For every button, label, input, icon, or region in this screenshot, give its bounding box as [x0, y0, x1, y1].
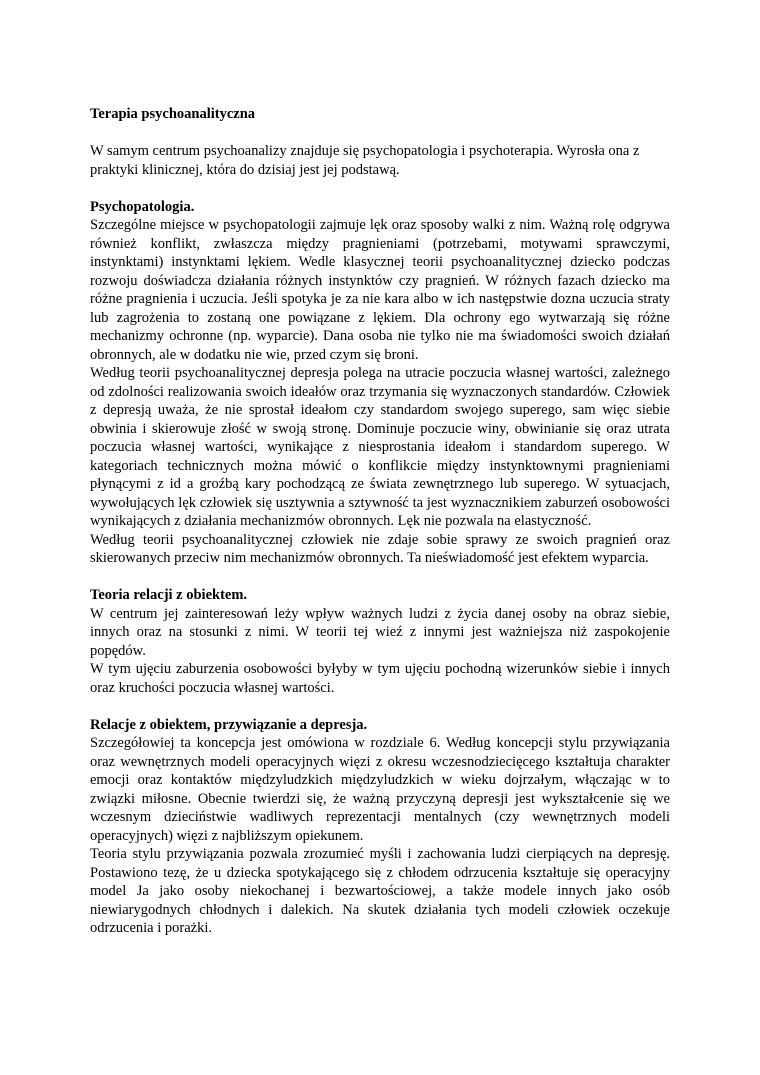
section-teoria-relacji	[90, 586, 670, 697]
paragraph: Według teorii psychoanalitycznej człowiek nie zdaje sobie sprawy ze swoich pragnień oraz skierowanych przeciw nim mechanizmów obronnych. Ta nieświadomość jest efektem wyparcia.	[90, 531, 670, 566]
spacer	[90, 124, 670, 143]
spacer	[90, 697, 670, 716]
section-relacje-przywiazanie	[90, 716, 670, 938]
paragraph: W centrum jej zainteresowań leży wpływ ważnych ludzi z życia danej osoby na obraz siebie, innych oraz na stosunki z nimi. W teorii tej wieź z innymi jest ważniejsza niż zaspokojenie popędów.	[90, 605, 670, 659]
paragraph: Szczegółowiej ta koncepcja jest omówiona w rozdziale 6. Według koncepcji stylu przywiązania oraz wewnętrznych modeli operacyjnych więzi z okresu wczesnodziecięcego kształtuja charakter emocji oraz kontaktów międzyludzkich międzyludzkich w wieku dojrzałym, włączając w to związki miłosne. Obecnie twierdzi się, że ważną przyczyną depresji jest wykształcenie się we wczesnym dzieciństwie wadliwych reprezentacji mentalnych (czy wewnętrznych modeli operacyjnych) więzi z najbliższym opiekunem.	[90, 735, 670, 844]
document-page	[90, 105, 670, 938]
intro-paragraph: W samym centrum psychoanalizy znajduje się psychopatologia i psychoterapia. Wyrosła ona z praktyki klinicznej, która do dzisiaj jest jej podstawą.	[90, 143, 640, 178]
spacer	[90, 568, 670, 587]
section-heading: Psychopatologia.	[90, 198, 195, 215]
spacer	[90, 179, 670, 198]
paragraph: W tym ujęciu zaburzenia osobowości byłyby w tym ujęciu pochodną wizerunków siebie i innych oraz kruchości poczucia własnej wartości.	[90, 661, 670, 696]
paragraph: Według teorii psychoanalitycznej depresja polega na utracie poczucia własnej wartości, zależnego od zdolności realizowania swoich ideałów oraz trzymania się wyznaczonych standardów. Człowiek z depresją uważa, że nie sprostał ideałom czy standardom swojego superego, sam więc siebie obwinia i skierowuje złość w swoją stronę. Dominuje poczucie winy, obwinianie się oraz utrata poczucia własnej wartości, wynikające z niesprostania ideałom i standardom superego. W kategoriach technicznych można mówić o konflikcie między instynktownymi pragnieniami płynącymi z id a groźbą kary pochodzącą ze świata zewnętrznego lub superego. W sytuacjach, wywołujących lęk człowiek się usztywnia a sztywność ta jest wyznacznikiem zaburzeń osobowości wynikających z działania mechanizmów obronnych. Lęk nie pozwala na elastyczność.	[90, 365, 670, 529]
document-title: Terapia psychoanalityczna	[90, 106, 256, 122]
paragraph: Szczególne miejsce w psychopatologii zajmuje lęk oraz sposoby walki z nim. Ważną rolę odgrywa również konflikt, zwłaszcza między pragnieniami (potrzebami, motywami sprawczymi, instynktami) instynktami lękiem. Wedle klasycznej teorii psychoanalitycznej dziecko podczas rozwoju doświadcza działania różnych instynktów czy pragnień. W różnych fazach dziecko ma różne pragnienia i uczucia. Jeśli spotyka je za nie kara albo w ich następstwie dozna uczucia straty lub zagrożenia to zostaną one powiązane z lękiem. Dla ochrony ego wytwarzają się różne mechanizmy ochronne (np. wyparcie). Dana osoba nie tylko nie ma świadomości swoich działań obronnych, ale w dodatku nie wie, przed czym się broni.	[90, 217, 670, 363]
section-heading: Teoria relacji z obiektem.	[90, 587, 248, 603]
section-heading: Relacje z obiektem, przywiązanie a depresja.	[90, 716, 368, 733]
section-psychopatologia	[90, 198, 670, 568]
paragraph: Teoria stylu przywiązania pozwala zrozumieć myśli i zachowania ludzi cierpiących na depresję. Postawiono tezę, że u dziecka spotykającego się z chłodem odrzucenia kształtuje się operacyjny model Ja jako osoby niekochanej i bezwartościowej, a także modele innych jako osób niewiarygodnych chłodnych i dalekich. Na skutek działania tych modeli człowiek oczekuje odrzucenia i porażki.	[90, 846, 670, 936]
